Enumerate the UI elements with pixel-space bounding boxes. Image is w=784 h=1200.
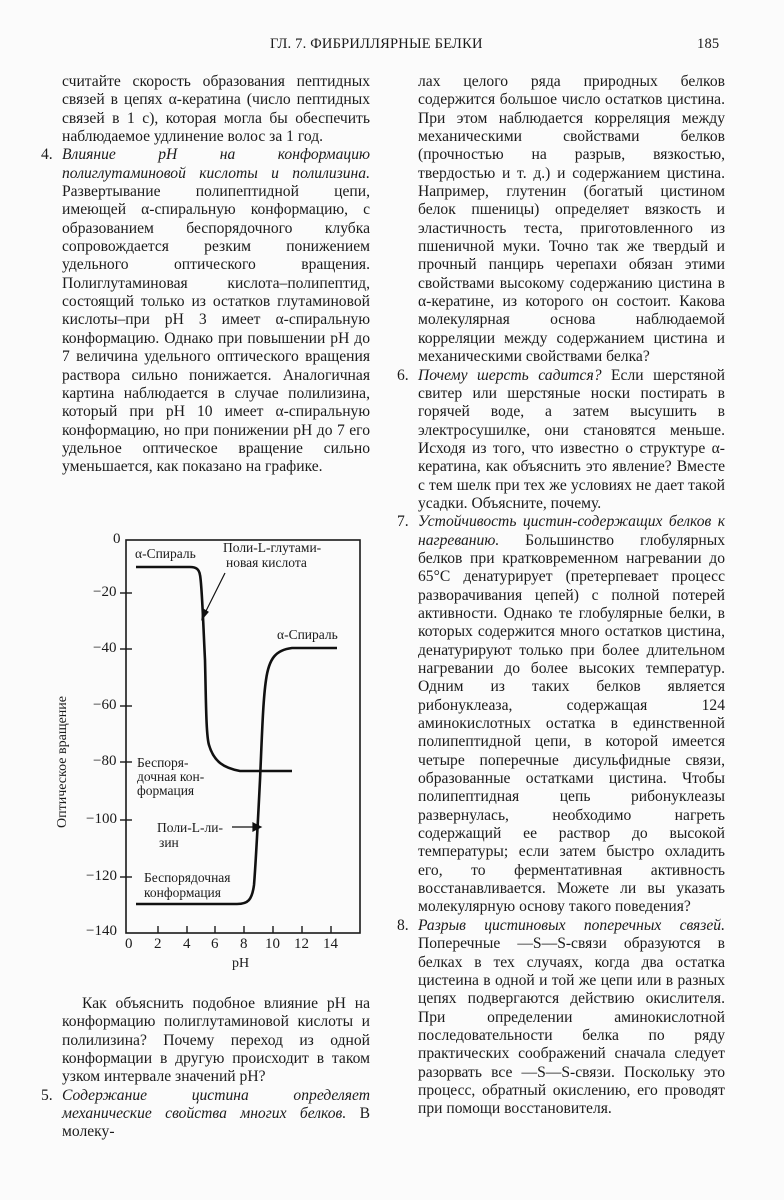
problem-body: Большинство глобулярных белков при кратковременном нагревании до 65°С денатурирует (претерпевает процесс разворачивания цепей) с полной потерей активности. Однако те глобулярные белки, в которых содержится много остатков цистина, денатурируют только при более длительном нагревании до более высоких температур. Одним из таких белков является рибонуклеаза, содержащая 124 аминокислотных остатка в единственной полипептидной цепи, в которой имеется четыре поперечные дисульфидные связи, образованные остатками цистина. Чтобы полипептидная цепь рибонуклеазы развернулась, необходимо нагреть содержащий ее раствор до высокой температуры; если затем быстро охладить его, то ферментативная активность восстанавливается. Можете ли вы указать молекулярную основу такого поведения?	[418, 531, 726, 916]
annotation-coil-pga-1: Беспоря-	[137, 755, 189, 770]
x-axis-label: pH	[232, 956, 250, 971]
x-tick-label: 10	[265, 936, 280, 952]
problem-number: 5.	[41, 1086, 53, 1104]
problem-number: 4.	[41, 146, 53, 164]
y-tick-label: 0	[113, 531, 121, 547]
problem-8	[398, 917, 725, 1119]
y-tick-label: −120	[86, 868, 117, 884]
x-tick-label: 8	[240, 936, 248, 952]
problem-title: Влияние pH на конформацию полиглутаминовой кислоты и полилизина.	[62, 146, 370, 182]
problem-5	[42, 1087, 370, 1142]
x-tick-label: 2	[154, 936, 162, 952]
problem-body: Поперечные —S—S-связи образуются в белках в тех случаях, когда два остатка цистеина в одной и той же цепи или в разных цепях подвергаются действию окислителя. При определении аминокислотной последовательности белка по ряду практических соображений сначала следует разорвать все —S—S-связи. Поскольку это процесс, обратный окислению, его проводят при помощи восстановителя.	[418, 935, 725, 1118]
y-axis-label: Оптическое вращение	[55, 695, 70, 829]
annotation-coil-pll-2: конформация	[144, 885, 221, 900]
problem-title: Почему шерсть садится?	[418, 366, 611, 384]
annotation-pll-name-2: зин	[159, 835, 179, 850]
x-tick-label: 12	[294, 936, 309, 952]
x-tick-label: 4	[183, 936, 191, 952]
y-tick-label: −20	[93, 584, 117, 600]
running-title: ГЛ. 7. ФИБРИЛЛЯРНЫЕ БЕЛКИ	[270, 36, 483, 52]
annotation-helix-pga: α-Спираль	[135, 546, 196, 561]
y-tick-label: −40	[93, 640, 117, 656]
annotation-coil-pll-1: Беспорядочная	[144, 870, 231, 885]
problem-body: Если шерстяной свитер или шерстяные носки постирать в горячей воде, а затем высушить в электросушилке, они становятся меньше. Исходя из того, что известно о структуре α-кератина, как объяснить это явление? Вместе с тем шелк при тех же условиях не дает такой усадки. Объясните, почему.	[418, 366, 725, 512]
problem-title: Содержание цистина определяет механические свойства многих белков.	[62, 1086, 370, 1123]
annotation-coil-pga-3: формация	[137, 783, 195, 798]
x-tick-label: 14	[323, 936, 338, 952]
continuation-paragraph: считайте скорость образования пептидных связей в цепях α-кератина (число пептидных связей в 1 с), которая могла бы обеспечить наблюдаемое удлинение волос за 1 год.	[62, 73, 370, 146]
problem-body: В молеку-	[62, 1105, 370, 1141]
x-tick-label: 0	[125, 936, 133, 952]
problem-title: Устойчивость цистин-содержащих белков к нагреванию.	[418, 513, 725, 549]
right-column	[398, 73, 725, 1119]
problem-number: 7.	[397, 513, 409, 531]
x-ticks	[158, 926, 331, 933]
annotation-coil-pga-2: дочная кон-	[137, 769, 205, 784]
y-tick-label: −60	[93, 697, 117, 713]
annotation-pga-name-2: новая кислота	[226, 555, 307, 570]
question-paragraph: Как объяснить подобное влияние pH на конформацию полиглутаминовой кислоты и полилизина? Почему переход из одной конформации в другую происходит в таком узком интервале значений pH?	[62, 995, 370, 1086]
y-tick-label: −80	[93, 753, 117, 769]
x-tick-label: 6	[211, 936, 219, 952]
problem-5-continuation: лах целого ряда природных белков содержится большое число остатков цистина. При этом наблюдается корреляция между механическими свойствами белков (прочностью на разрыв, вязкостью, твердостью и т. д.) и содержанием цистина. Например, глутенин (богатый цистином белок пшеницы) определяет вязкость и эластичность теста, приготовленного из пшеничной муки. Точно так же твердый и прочный панцирь черепахи обязан этими свойствами высокому содержанию цистина в α-кератине, из которого он состоит. Какова молекулярная основа наблюдаемой корреляции между содержанием цистина и механическими свойствами белка?	[418, 73, 725, 366]
annotation-pga-name-1: Поли-L-глутами-	[223, 540, 322, 555]
pga-arrow	[204, 573, 225, 615]
annotation-pll-name-1: Поли-L-ли-	[157, 820, 223, 835]
problem-6	[398, 367, 725, 514]
y-tick-label: −140	[86, 923, 117, 939]
page-number: 185	[697, 36, 720, 52]
problem-number: 8.	[397, 916, 409, 934]
left-column-lower	[42, 995, 370, 1142]
problem-title: Разрыв цистиновых поперечных связей.	[418, 916, 725, 934]
problem-body: Развертывание полипептидной цепи, имеющей α-спиральную конформацию, с образованием беспорядочного клубка сопровождается резким понижением удельного оптического вращения. Полиглутаминовая кислота–полипептид, состоящий только из остатков глутаминовой кислоты–при pH 3 имеет α-спиральную конформацию. Однако при повышении pH до 7 величина удельного оптического вращения раствора сильно понижается. Аналогичная картина наблюдается в случае полилизина, который при pH 10 имеет α-спиральную конформацию, но при понижении pH до 7 его удельное оптическое вращение сильно уменьшается, как показано на графике.	[62, 183, 370, 476]
problem-number: 6.	[397, 366, 409, 384]
annotation-helix-pll: α-Спираль	[277, 627, 338, 642]
problem-7	[398, 513, 725, 917]
y-tick-label: −100	[86, 811, 117, 827]
